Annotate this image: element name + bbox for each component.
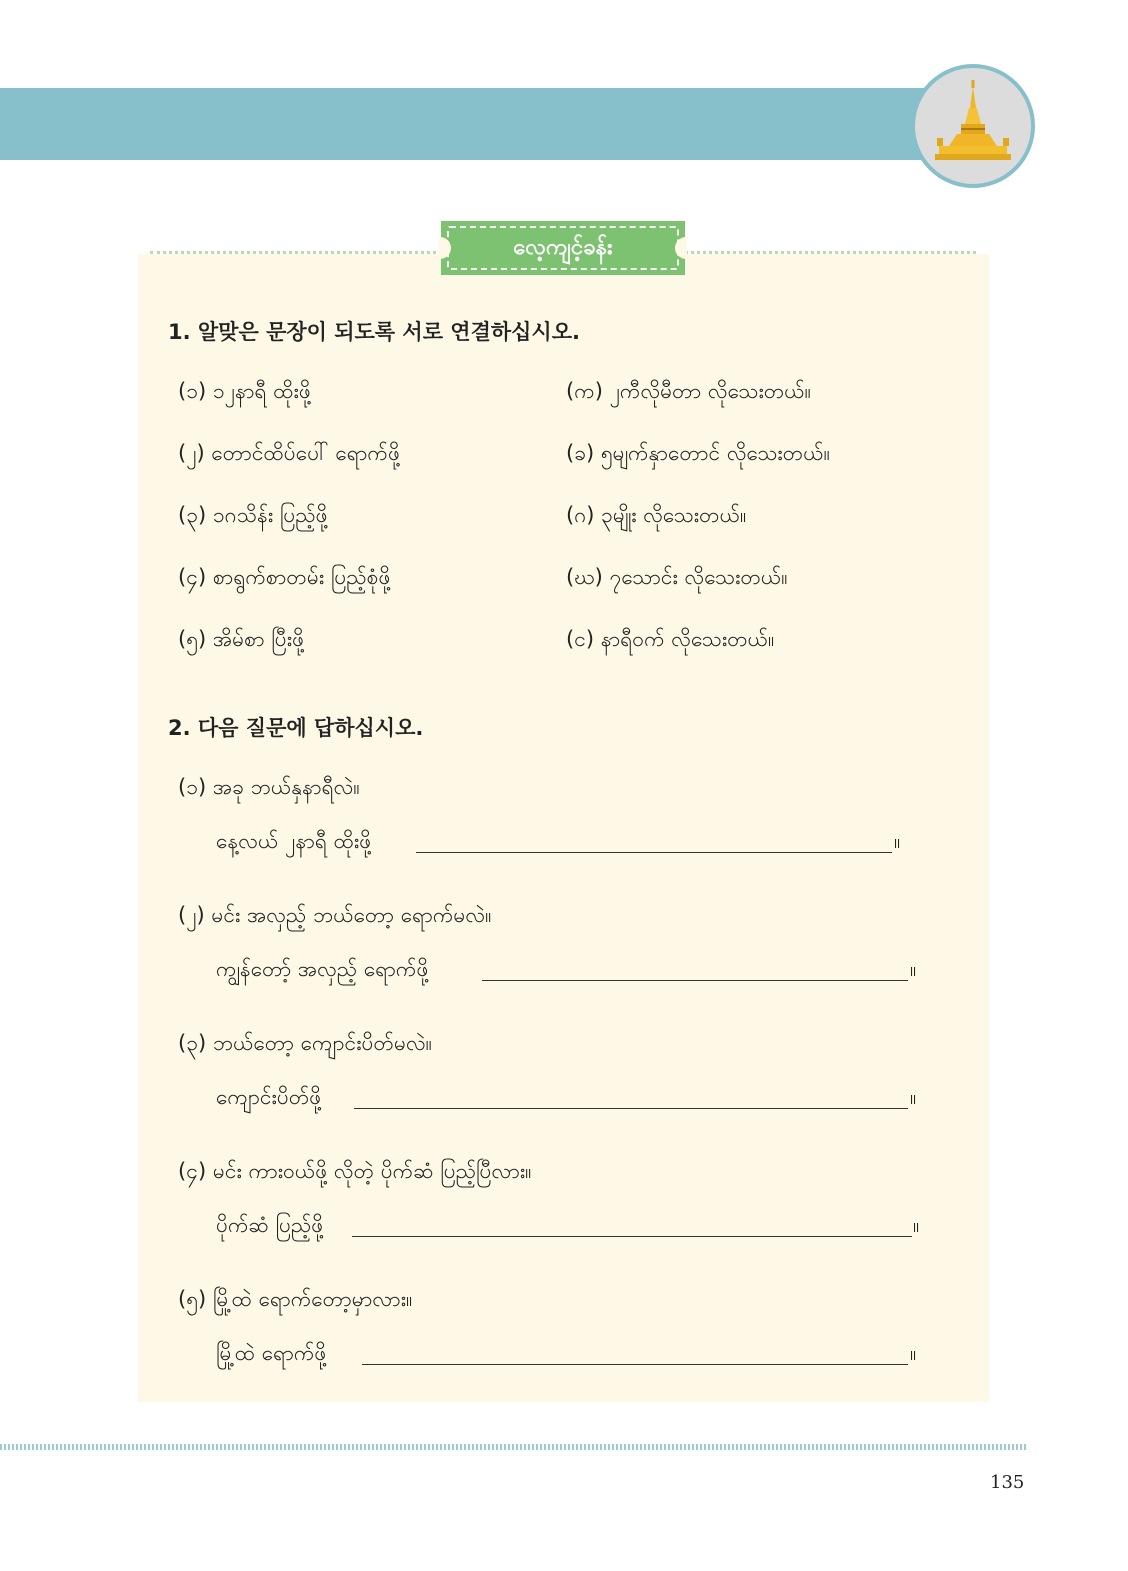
match-right-1: (က) ၂ကီလိုမီတာ လိုသေးတယ်။ (566, 379, 812, 403)
footer-divider (0, 1444, 1026, 1450)
sentence-end: ။ (910, 1341, 917, 1365)
sentence-end: ။ (910, 1085, 917, 1109)
match-left-5: (၅) အိမ်စာ ပြီးဖို့ (178, 627, 305, 651)
answer-line-2[interactable] (216, 956, 922, 986)
blank-line[interactable] (352, 1236, 912, 1237)
exercise-tag (441, 221, 685, 275)
question-2-item-2: (၂) မင်း အလှည့် ဘယ်တော့ ရောက်မလဲ။ (178, 903, 492, 927)
question-1-title: 1. 알맞은 문장이 되도록 서로 연결하십시오. (168, 320, 580, 344)
answer-line-4[interactable] (216, 1212, 924, 1242)
sentence-end: ။ (894, 829, 901, 853)
answer-prefix: ပိုက်ဆံ ပြည့်ဖို့ (216, 1213, 324, 1237)
header-band (0, 88, 975, 160)
answer-line-3[interactable] (216, 1084, 922, 1114)
match-left-2: (၂) တောင်ထိပ်ပေါ် ရောက်ဖို့ (178, 441, 400, 465)
pagoda-badge (911, 64, 1035, 188)
match-left-3: (၃) ၁ဂသိန်း ပြည့်ဖို့ (178, 503, 328, 527)
question-2-title: 2. 다음 질문에 답하십시오. (168, 716, 424, 740)
sentence-end: ။ (910, 957, 917, 981)
match-right-3: (ဂ) ၃မျိုး လိုသေးတယ်။ (566, 503, 747, 527)
question-2-item-3: (၃) ဘယ်တော့ ကျောင်းပိတ်မလဲ။ (178, 1031, 432, 1055)
answer-line-5[interactable] (216, 1340, 922, 1370)
blank-line[interactable] (482, 980, 908, 981)
sentence-end: ။ (913, 1213, 920, 1237)
blank-line[interactable] (354, 1108, 908, 1109)
match-right-5: (င) နာရီဝက် လိုသေးတယ်။ (566, 627, 775, 651)
answer-prefix: နေ့လယ် ၂နာရီ ထိုးဖို့ (216, 829, 372, 853)
page-number: 135 (990, 1472, 1025, 1493)
question-2-item-1: (၁) အခု ဘယ်နှနာရီလဲ။ (178, 775, 360, 799)
match-right-2: (ခ) ၅မျက်နှာတောင် လိုသေးတယ်။ (566, 441, 830, 465)
pagoda-icon (915, 68, 1031, 184)
match-left-1: (၁) ၁၂နာရီ ထိုးဖို့ (178, 379, 311, 403)
blank-line[interactable] (362, 1364, 908, 1365)
match-left-4: (၄) စာရွက်စာတမ်း ပြည့်စုံဖို့ (178, 565, 391, 589)
answer-prefix: ကျောင်းပိတ်ဖို့ (216, 1085, 322, 1109)
answer-prefix: ကျွန်တော့် အလှည့် ရောက်ဖို့ (216, 957, 429, 981)
exercise-tag-label: လေ့ကျင့်ခန်း (513, 235, 613, 260)
question-2-item-5: (၅) မြို့ထဲ ရောက်တော့မှာလား။ (178, 1287, 413, 1311)
question-2-item-4: (၄) မင်း ကားဝယ်ဖို့ လိုတဲ့ ပိုက်ဆံ ပြည့်ပြီလား။ (178, 1159, 532, 1183)
match-right-4: (ဃ) ၇သောင်း လိုသေးတယ်။ (566, 565, 788, 589)
answer-line-1[interactable] (216, 828, 906, 858)
blank-line[interactable] (416, 852, 892, 853)
answer-prefix: မြို့ထဲ ရောက်ဖို့ (216, 1341, 327, 1365)
